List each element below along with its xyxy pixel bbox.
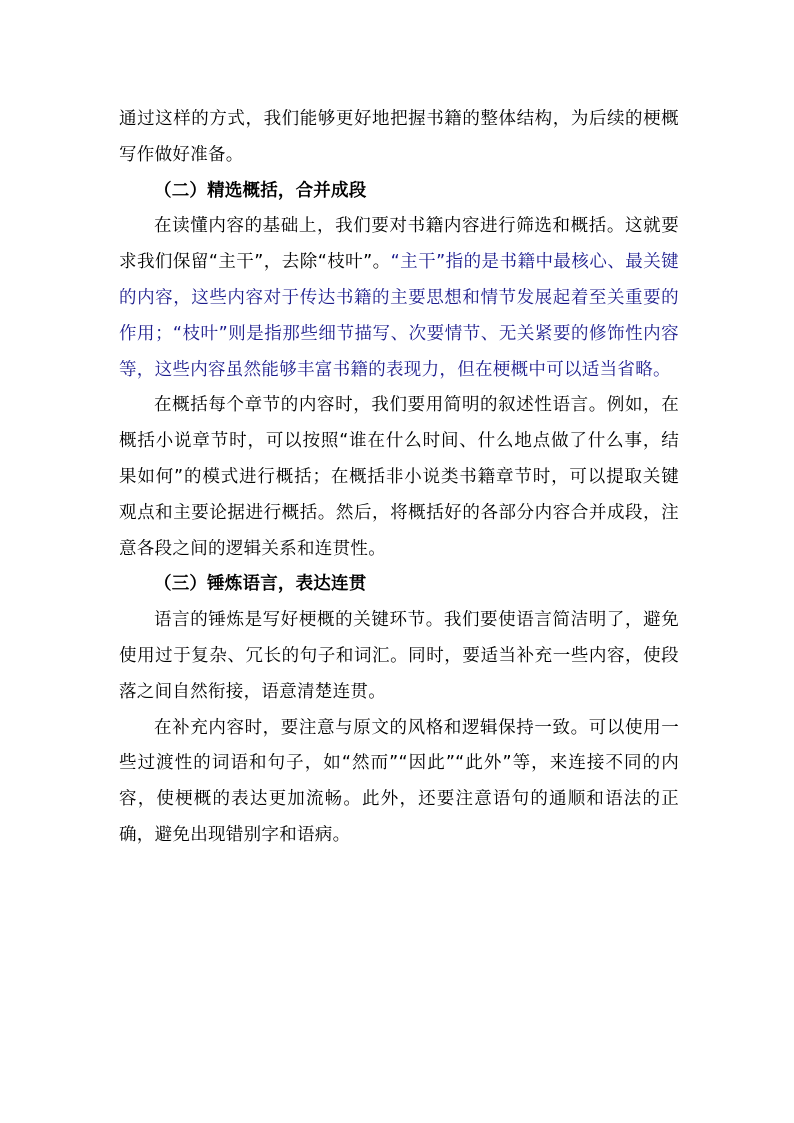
paragraph-summarize-chapters: 在概括每个章节的内容时，我们要用简明的叙述性语言。例如，在概括小说章节时，可以按照“谁在什么时间、什么地点做了什么事，结果如何”的模式进行概括；在概括非小说类书籍章节时，可以提取关键观点和主要论据进行概括。然后，将概括好的各部分内容合并成段，注意各段之间的逻辑关系和连贯性。 [119,395,679,559]
document-body [119,102,679,854]
section-heading-two: （二）精选概括，合并成段 [154,180,367,201]
paragraph-intro: 通过这样的方式，我们能够更好地把握书籍的整体结构，为后续的梗概写作做好准备。 [119,109,679,165]
branch-definition-text: “枝叶”则是指那些细节描写、次要情节、无关紧要的修饰性内容等，这些内容虽然能够丰富书籍的表现力，但在梗概中可以适当省略。 [119,323,679,380]
paragraph-supplement: 在补充内容时，要注意与原文的风格和逻辑保持一致。可以使用一些过渡性的词语和句子，如“然而”“因此”“此外”等，来连接不同的内容，使梗概的表达更加流畅。此外，还要注意语句的通顺和语法的正确，避免出现错别字和语病。 [119,717,679,845]
paragraph-selection [119,209,679,388]
paragraph-language: 语言的锤炼是写好梗概的关键环节。我们要使语言简洁明了，避免使用过于复杂、冗长的句子和词汇。同时，要适当补充一些内容，使段落之间自然衔接，语意清楚连贯。 [119,610,679,702]
trunk-definition-text: “主干”指的是书籍中最核心、最关键的内容，这些内容对于传达书籍的主要思想和情节发展起着至关重要的作用； [119,252,679,344]
section-heading-three: （三）锤炼语言，表达连贯 [154,574,367,595]
selection-intro-text: 在读懂内容的基础上，我们要对书籍内容进行筛选和概括。这就要求我们保留“主干”，去除“枝叶”。 [119,216,679,273]
